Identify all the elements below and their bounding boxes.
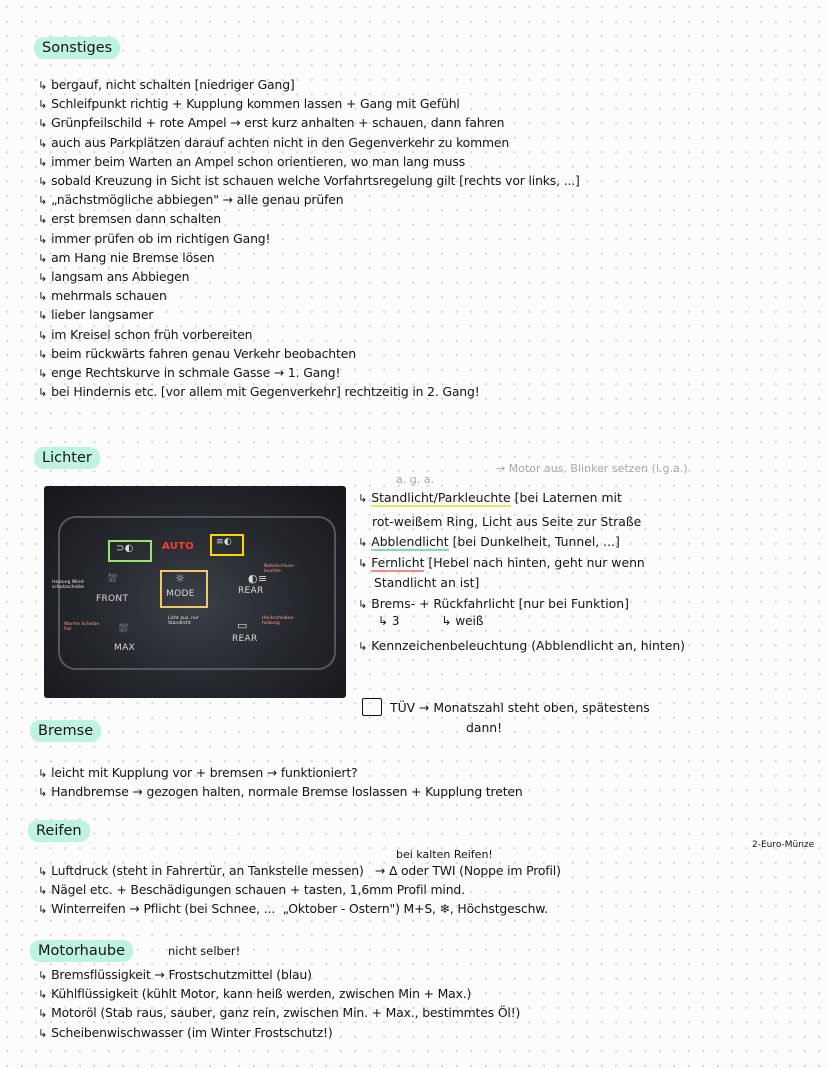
rear2-label: REAR xyxy=(232,634,258,644)
bremse-list xyxy=(38,764,523,802)
list-item: ↳ am Hang nie Bremse lösen xyxy=(38,249,215,265)
ann-rear2: Heckscheibenheizung xyxy=(262,616,296,626)
rear-label: REAR xyxy=(238,586,264,596)
list-item: ↳ Nägel etc. + Beschädigungen schauen + tasten, 1,6mm Profil mind. xyxy=(38,882,465,898)
lichter-line-6: ↳ Brems- + Rückfahrlicht [nur bei Funktion] xyxy=(358,596,629,611)
list-item: ↳ bergauf, nicht schalten [niedriger Gang] xyxy=(38,77,295,92)
list-item: ↳ immer beim Warten an Ampel schon orientieren, wo man lang muss xyxy=(38,153,465,169)
list-item: ↳ leicht mit Kupplung vor + bremsen → funktioniert? xyxy=(38,765,358,780)
lichter-line-5: Standlicht an ist] xyxy=(374,575,480,590)
list-item: ↳ immer prüfen ob im richtigen Gang! xyxy=(38,230,271,246)
lichter-note-right: → Motor aus, Blinker setzen (i.g.a.) xyxy=(496,462,688,475)
motorhaube-list xyxy=(38,966,520,1043)
max-icon: ⛆ xyxy=(119,622,129,635)
lichter-line-3: ↳ Abblendlicht [bei Dunkelheit, Tunnel, ...] xyxy=(358,534,620,549)
list-item: ↳ mehrmals schauen xyxy=(38,288,167,304)
list-item: ↳ lieber langsamer xyxy=(38,307,154,323)
lichter-line-2: rot-weißem Ring, Licht aus Seite zur Straße xyxy=(372,514,642,529)
reifen-note-top: bei kalten Reifen! xyxy=(396,848,493,861)
auto-label: AUTO xyxy=(162,541,195,552)
motorhaube-subnote: nicht selber! xyxy=(168,944,241,958)
list-item: ↳ beim rückwärts fahren genau Verkehr beobachten xyxy=(38,345,356,361)
max-label: MAX xyxy=(114,643,135,653)
list-item: ↳ „nächstmögliche abbiegen" → alle genau prüfen xyxy=(38,192,344,208)
list-item: ↳ auch aus Parkplätzen darauf achten nicht in den Gegenverkehr zu kommen xyxy=(38,134,510,150)
list-item: ↳ Handbremse → gezogen halten, normale Bremse loslassen + Kupplung treten xyxy=(38,784,523,800)
list-item: ↳ erst bremsen dann schalten xyxy=(38,211,221,227)
reifen-list xyxy=(38,862,561,920)
standlicht-icon: ⊃◐ xyxy=(116,543,134,554)
ann-front: Heizung Windschutzscheibe xyxy=(52,580,85,590)
list-item: ↳ Bremsflüssigkeit → Frostschutzmittel (blau) xyxy=(38,967,312,982)
list-item: ↳ Motoröl (Stab raus, sauber, ganz rein, zwischen Min. + Max., bestimmtes Öl!) xyxy=(38,1005,521,1021)
ann-rear: Nebelschlussleuchte xyxy=(264,564,296,574)
list-item: ↳ Luftdruck (steht in Fahrertür, an Tankstelle messen) → ∆ oder TWI (Noppe im Profil) xyxy=(38,863,561,878)
ann-mode: Licht aus, nur Standlicht xyxy=(168,616,199,626)
front-label: FRONT xyxy=(96,594,129,604)
tuev-checkbox xyxy=(362,698,382,716)
heading-motorhaube: Motorhaube xyxy=(30,940,133,962)
dashboard-photo xyxy=(44,486,346,698)
lichter-line-7: ↳ 3 ↳ weiß xyxy=(378,614,484,628)
list-item: ↳ Kühlflüssigkeit (kühlt Motor, kann heiß werden, zwischen Min + Max.) xyxy=(38,986,472,1002)
list-item: ↳ Schleifpunkt richtig + Kupplung kommen lassen + Gang mit Gefühl xyxy=(38,96,460,112)
tuev-note: TÜV → Monatszahl steht oben, spätestens xyxy=(390,700,650,715)
list-item: ↳ langsam ans Abbiegen xyxy=(38,269,190,285)
list-item: ↳ bei Hindernis etc. [vor allem mit Gegenverkehr] rechtzeitig in 2. Gang! xyxy=(38,384,480,400)
front-icon: ⛆ xyxy=(108,572,118,585)
heading-reifen: Reifen xyxy=(28,820,90,842)
abblendlicht-icon: ≡◐ xyxy=(216,537,232,547)
lichter-line-4: ↳ Fernlicht [Hebel nach hinten, geht nur wenn xyxy=(358,555,645,570)
reifen-note-right: 2-Euro-Münze xyxy=(752,840,815,850)
lichter-line-8: ↳ Kennzeichenbeleuchtung (Abblendlicht an, hinten) xyxy=(358,638,686,653)
sonstiges-list xyxy=(38,76,580,402)
heading-bremse: Bremse xyxy=(30,720,101,742)
list-item: ↳ im Kreisel schon früh vorbereiten xyxy=(38,326,253,342)
list-item: ↳ enge Rechtskurve in schmale Gasse → 1. Gang! xyxy=(38,365,341,381)
sun-icon: ☼ xyxy=(175,572,186,585)
fog-icon: ◐≡ xyxy=(248,572,268,585)
heading-sonstiges: Sonstiges xyxy=(34,37,120,59)
list-item: ↳ Grünpfeilschild + rote Ampel → erst kurz anhalten + schauen, dann fahren xyxy=(38,115,505,131)
ann-max: Warme Scheibe frei xyxy=(64,622,100,632)
list-item: ↳ Winterreifen → Pflicht (bei Schnee, ... „Oktober - Ostern") M+S, ❄, Höchstgeschw. xyxy=(38,901,548,917)
heading-lichter: Lichter xyxy=(34,447,100,469)
lichter-line-1: ↳ Standlicht/Parkleuchte [bei Laternen mit xyxy=(358,490,622,505)
list-item: ↳ Scheibenwischwasser (im Winter Frostschutz!) xyxy=(38,1024,333,1040)
rear-heat-icon: ▭ xyxy=(237,619,248,632)
list-item: ↳ sobald Kreuzung in Sicht ist schauen welche Vorfahrtsregelung gilt [rechts vor links, ...] xyxy=(38,173,580,189)
tuev-note-2: dann! xyxy=(466,720,503,735)
mode-label: MODE xyxy=(166,589,195,599)
lichter-note-left: a. g. a. xyxy=(396,473,434,486)
